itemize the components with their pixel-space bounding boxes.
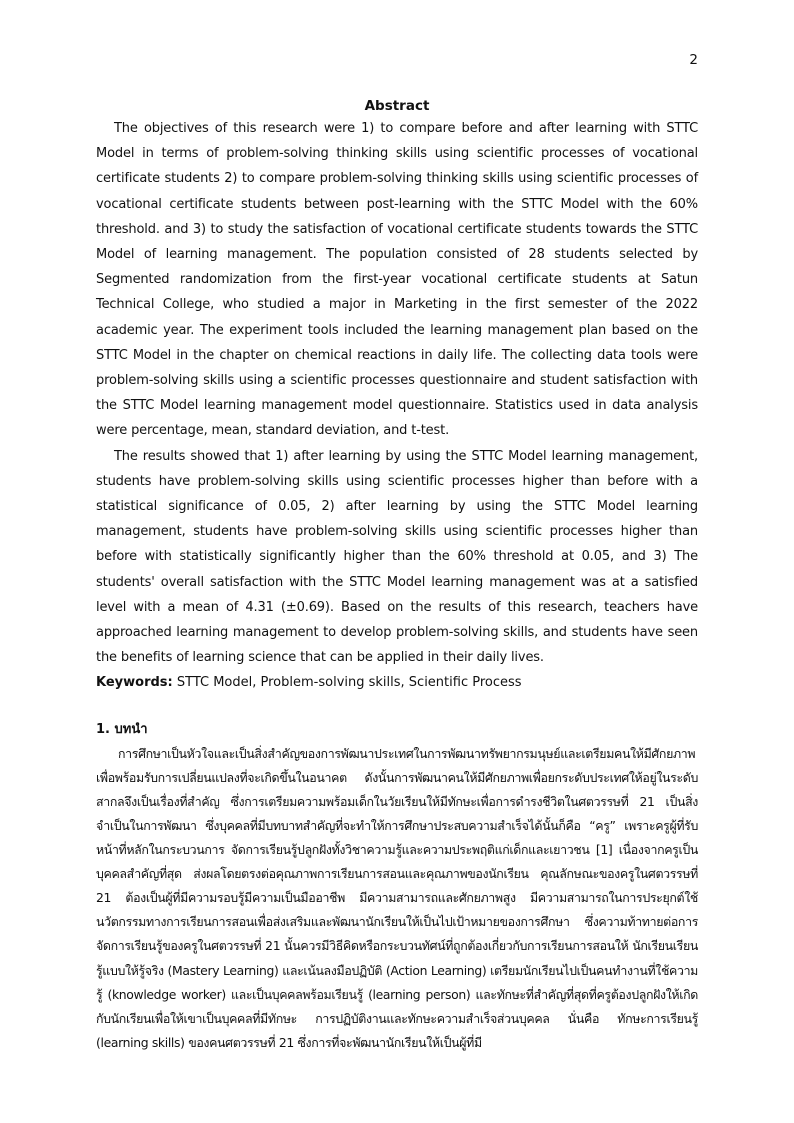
abstract-paragraph: The results showed that 1) after learning by using the STTC Model learning management, students have problem-solving skills using scientific processes higher than before with a statistical significance of 0.05, 2) after learning by using the STTC Model learning management, students have problem-solving skills using scientific processes higher than before with statistically significantly higher than the 60% threshold at 0.05, and 3) The students' overall satisfaction with the STTC Model learning management was at a satisfied level with a mean of 4.31 (±0.69). Based on the results of this research, teachers have approached learning management to develop problem-solving skills, and students have seen the benefits of learning science that can be applied in their daily lives.	[96, 448, 698, 666]
section-title: 1. บทนำ	[96, 721, 148, 737]
abstract-title: Abstract	[364, 98, 430, 114]
page-content	[96, 96, 698, 1055]
keywords-line	[96, 670, 698, 695]
introduction-paragraph: การศึกษาเป็นหัวใจและเป็นสิ่งสำคัญของการพัฒนาประเทศในการพัฒนาทรัพยากรมนุษย์และเตรียมคนให้มีศักยภาพเพื่อพร้อมรับการเปลี่ยนแปลงที่จะเกิดขึ้นในอนาคต ดังนั้นการพัฒนาคนให้มีศักยภาพเพื่อยกระดับประเทศให้อยู่ในระดับสากลจึงเป็นเรื่องที่สำคัญ ซึ่งการเตรียมความพร้อมเด็กในวัยเรียนให้มีทักษะเพื่อการดำรงชีวิตในศตวรรษที่ 21 เป็นสิ่งจำเป็นในการพัฒนา ซึ่งบุคคลที่มีบทบาทสำคัญที่จะทำให้การศึกษาประสบความสำเร็จได้นั้นก็คือ “ครู” เพราะครูผู้ที่รับหน้าที่หลักในกระบวนการ จัดการเรียนรู้ปลูกฝังทั้งวิชาความรู้และความประพฤติแก่เด็กและเยาวชน [1] เนื่องจากครูเป็นบุคคลสำคัญที่สุด ส่งผลโดยตรงต่อคุณภาพการเรียนการสอนและคุณภาพของนักเรียน คุณลักษณะของครูในศตวรรษที่ 21 ต้องเป็นผู้ที่มีความรอบรู้มีความเป็นมืออาชีพ มีความสามารถและศักยภาพสูง มีความสามารถในการประยุกต์ใช้นวัตกรรมทางการเรียนการสอนเพื่อส่งเสริมและพัฒนานักเรียนให้เป็นไปเป้าหมายของการศึกษา ซึ่งความท้าทายต่อการจัดการเรียนรู้ของครูในศตวรรษที่ 21 นั้นควรมีวิธีคิดหรือกระบวนทัศน์ที่ถูกต้องเกี่ยวกับการเรียนการสอนให้ นักเรียนเรียนรู้แบบให้รู้จริง (Mastery Learning) และเน้นลงมือปฏิบัติ (Action Learning) เตรียมนักเรียนไปเป็นคนทำงานที่ใช้ความรู้ (knowledge worker) และเป็นบุคคลพร้อมเรียนรู้ (learning person) และทักษะที่สำคัญที่สุดที่ครูต้องปลูกฝังให้เกิดกับนักเรียนเพื่อให้เขาเป็นบุคคลที่มีทักษะ การปฏิบัติงานและทักษะความสำเร็จส่วนบุคคล นั่นคือ ทักษะการเรียนรู้ (learning skills) ของคนศตวรรษที่ 21 ซึ่งการที่จะพัฒนานักเรียนให้เป็นผู้ที่มี	[96, 745, 698, 1050]
abstract-paragraph: The objectives of this research were 1) to compare before and after learning with STTC Model in terms of problem-solving thinking skills using scientific processes of vocational certificate students 2) to compare problem-solving thinking skills using scientific processes of vocational certificate students between post-learning with the STTC Model with the 60% threshold. and 3) to study the satisfaction of vocational certificate students towards the STTC Model of learning management. The population consisted of 28 students selected by Segmented randomization from the first-year vocational certificate students at Satun Technical College, who studied a major in Marketing in the first semester of the 2022 academic year. The experiment tools included the learning management plan based on the STTC Model in the chapter on chemical reactions in daily life. The collecting data tools were problem-solving skills using a scientific processes questionnaire and student satisfaction with the STTC Model learning management model questionnaire. Statistics used in data analysis were percentage, mean, standard deviation, and t-test.	[96, 121, 698, 439]
keywords-text: STTC Model, Problem-solving skills, Scientific Process	[172, 675, 522, 691]
introduction-body	[96, 742, 698, 1055]
keywords-label: Keywords:	[96, 675, 173, 691]
abstract-body	[96, 116, 698, 670]
page-number: 2	[689, 52, 698, 68]
